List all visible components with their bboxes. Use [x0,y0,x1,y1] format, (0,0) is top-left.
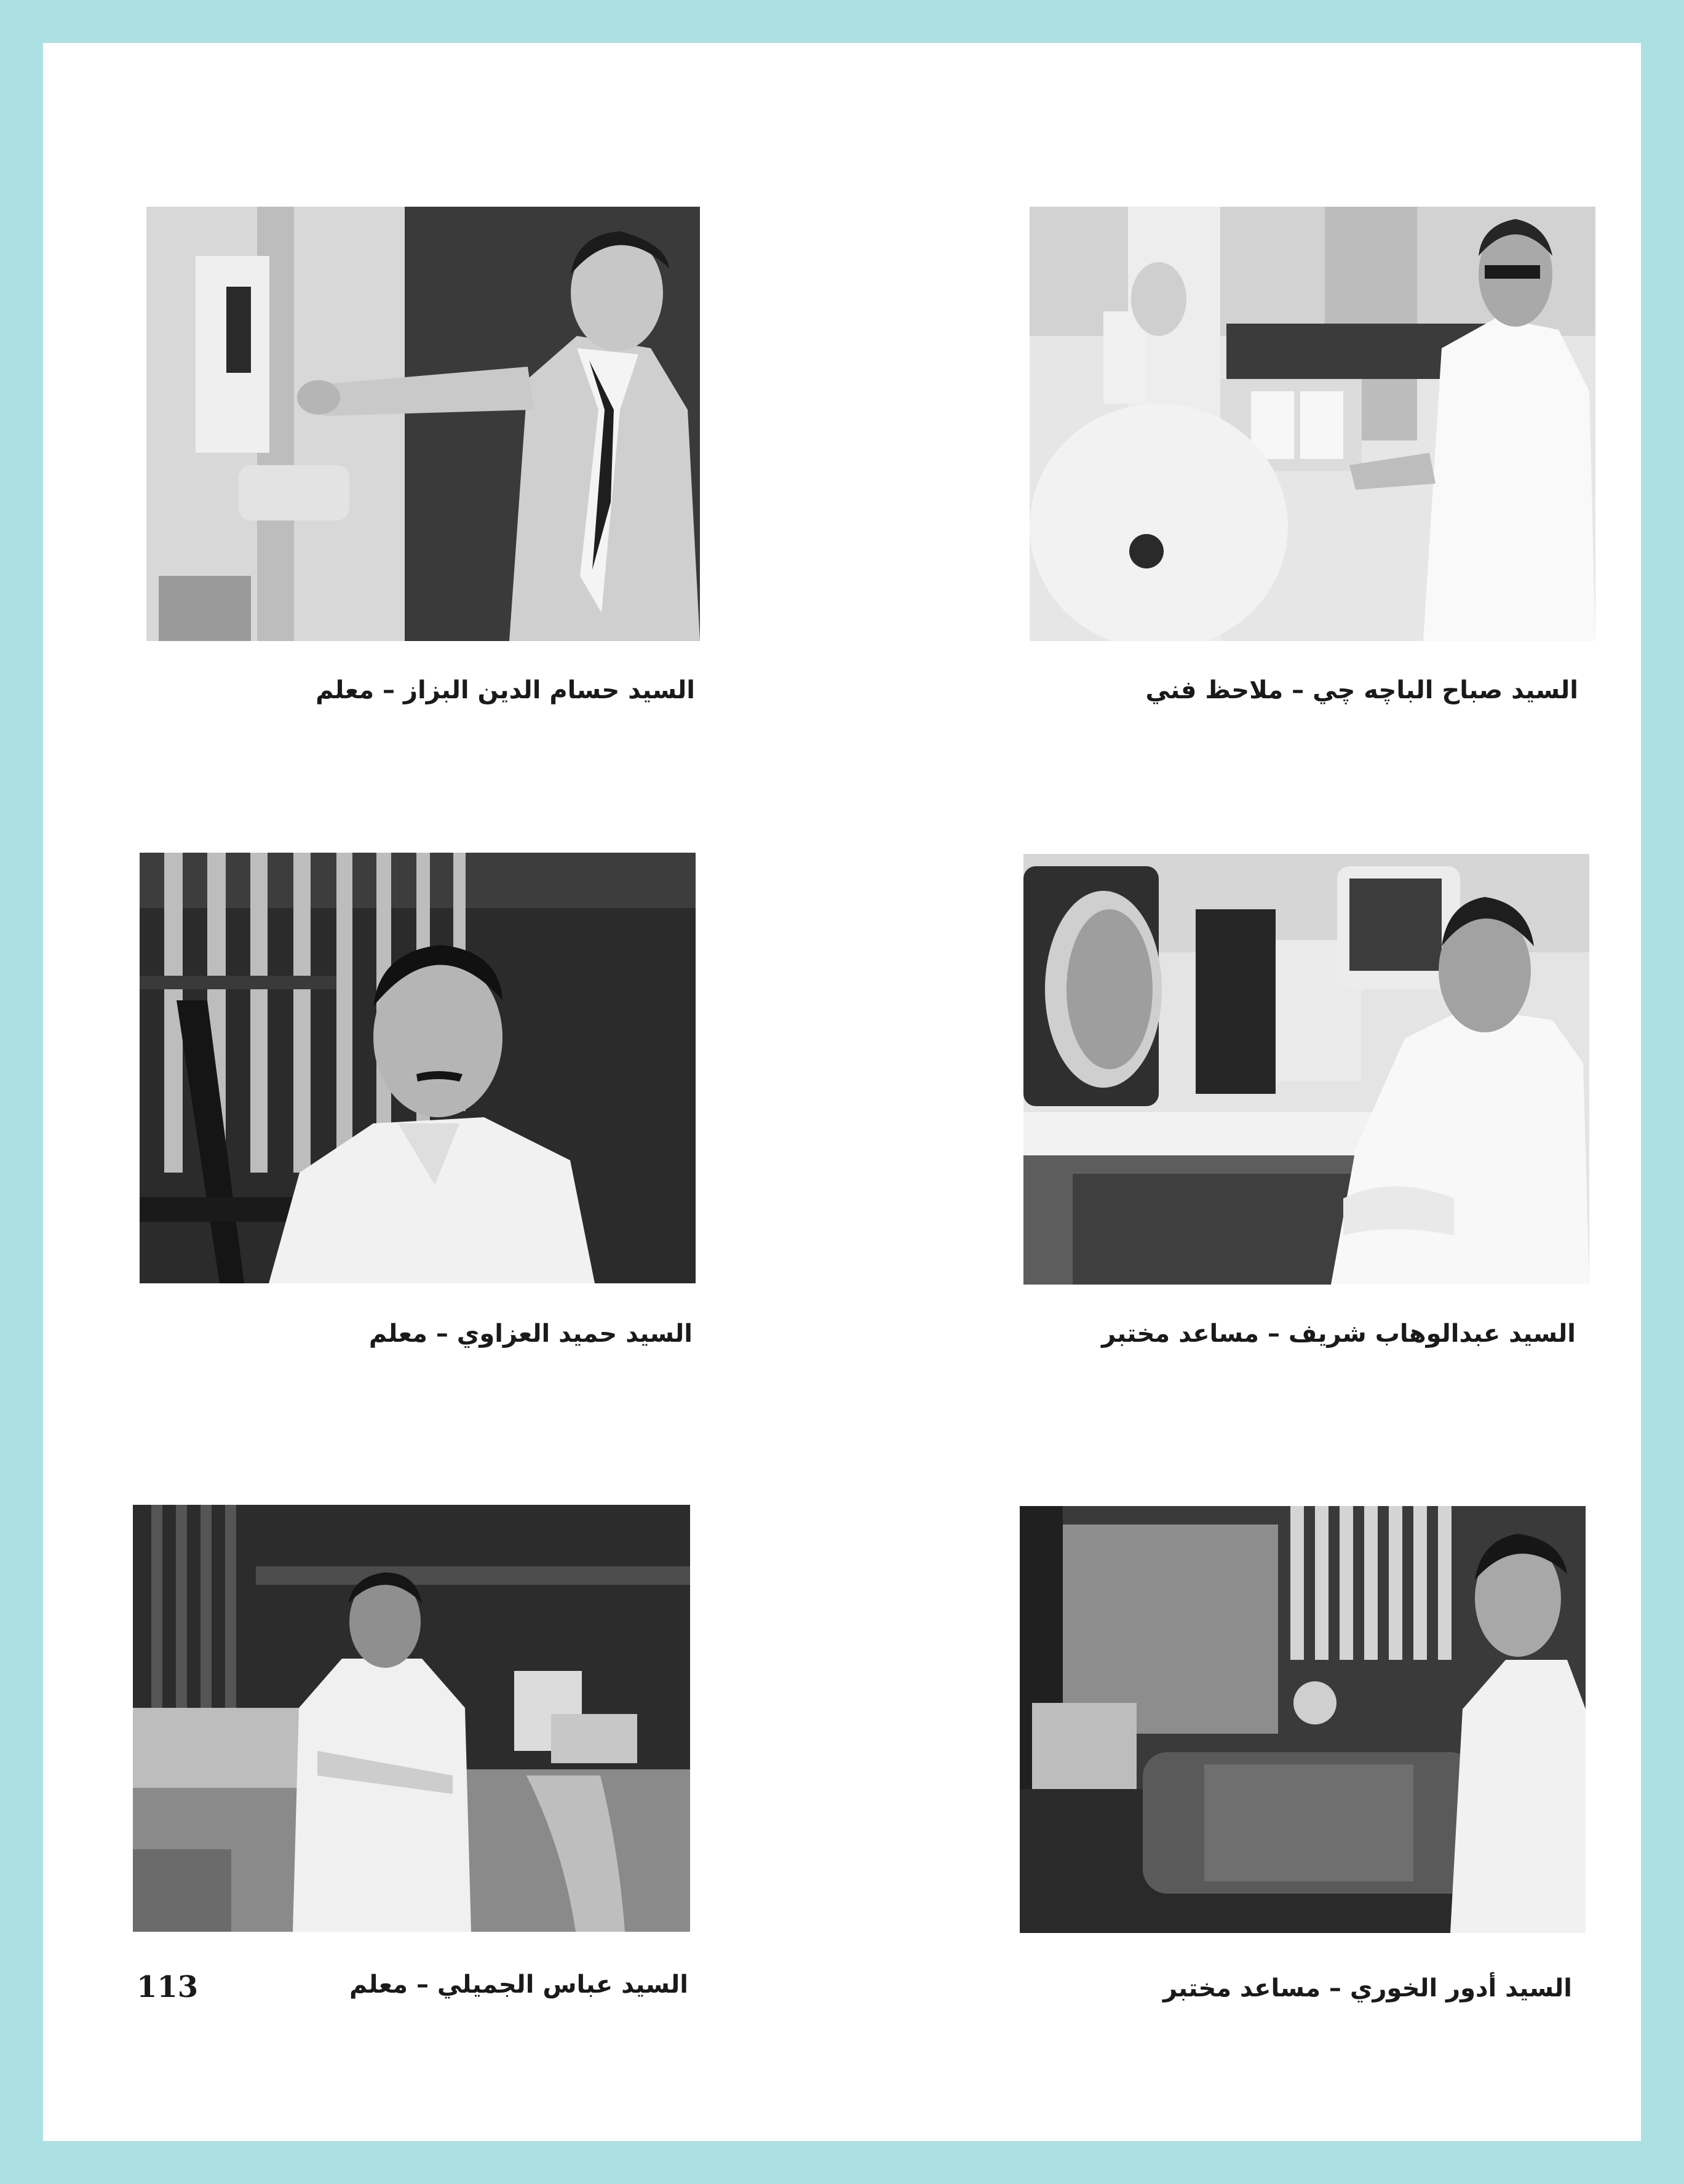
photo-sabah-al-bachachi [1030,207,1595,641]
document-page [43,43,1641,2141]
photo-hamid-image [140,853,696,1283]
photo-abdulwahab-sharif [1023,854,1589,1285]
caption-abbas-al-jumaili: السيد عباس الجميلي – معلم [349,1971,688,1999]
page-number: 113 [137,1970,199,2004]
photo-husam-al-bazzaz [146,207,700,641]
caption-husam-al-bazzaz: السيد حسام الدين البزاز – معلم [316,676,695,704]
photo-abbas-al-jumaili [133,1505,690,1932]
photo-abbas-image [133,1505,690,1932]
caption-abdulwahab-sharif: السيد عبدالوهاب شريف – مساعد مختبر [1102,1320,1576,1348]
caption-sabah-al-bachachi: السيد صباح الباچه چي – ملاحظ فني [1145,676,1578,704]
photo-hamid-al-azzawi [140,853,696,1283]
caption-edward-al-khoury: السيد أدور الخوري – مساعد مختبر [1163,1974,1572,2003]
photo-abdulwahab-image [1023,854,1589,1285]
photo-edward-al-khoury [1020,1506,1586,1933]
photo-edward-image [1020,1506,1586,1933]
photo-sabah-image [1030,207,1595,641]
photo-husam-image [146,207,700,641]
caption-hamid-al-azzawi: السيد حميد العزاوي – معلم [368,1320,693,1348]
